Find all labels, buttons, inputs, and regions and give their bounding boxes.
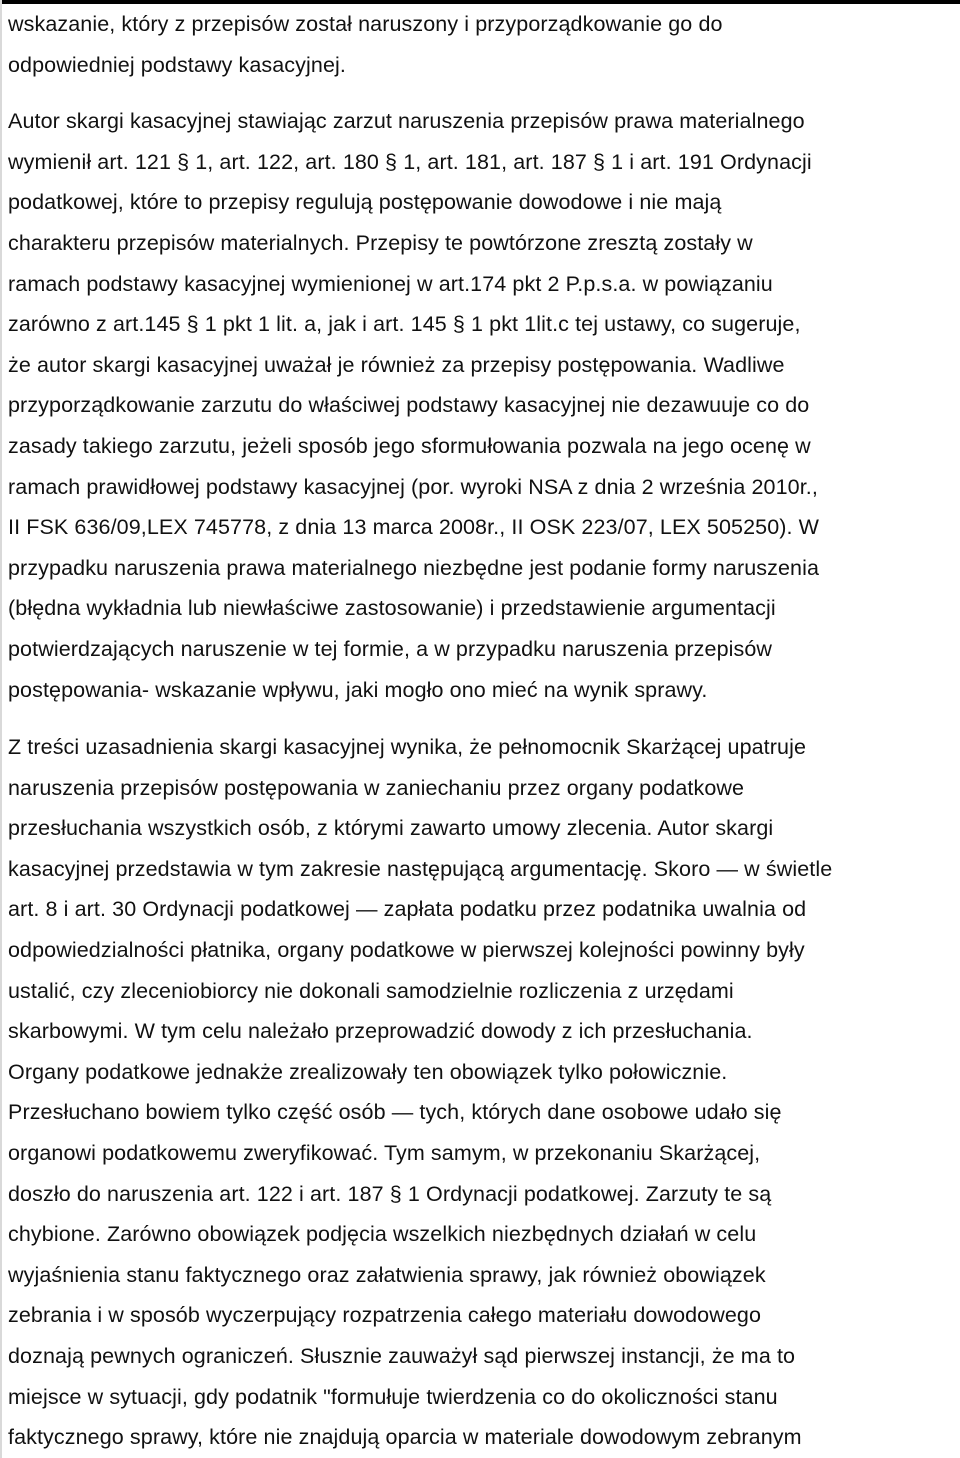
text-line: kasacyjnej przedstawia w tym zakresie następującą argumentację. Skoro — w świetle [8,856,833,881]
text-line: faktycznego sprawy, które nie znajdują oparcia w materiale dowodowym zebranym [8,1425,802,1450]
text-line: II FSK 636/09,LEX 745778, z dnia 13 marca 2008r., II OSK 223/07, LEX 505250). W [8,515,820,540]
text-line: doszło do naruszenia art. 122 i art. 187 § 1 Ordynacji podatkowej. Zarzuty te są [8,1181,772,1206]
text-line: skarbowymi. W tym celu należało przeprowadzić dowody z ich przesłuchania. [8,1019,753,1044]
text-line: Z treści uzasadnienia skargi kasacyjnej wynika, że pełnomocnik Skarżącej upatruje [8,735,807,760]
left-border-rule [0,0,2,1458]
paragraph-3 [8,727,953,1458]
text-line: ramach prawidłowej podstawy kasacyjnej (por. wyroki NSA z dnia 2 września 2010r., [8,474,818,499]
text-line: organowi podatkowemu zweryfikować. Tym samym, w przekonaniu Skarżącej, [8,1141,761,1166]
text-line: ustalić, czy zleceniobiorcy nie dokonali samodzielnie rozliczenia z urzędami [8,978,734,1003]
paragraph-2 [8,101,953,710]
text-line: Autor skargi kasacyjnej stawiając zarzut naruszenia przepisów prawa materialnego [8,109,805,134]
text-line: (błędna wykładnia lub niewłaściwe zastosowanie) i przedstawienie argumentacji [8,596,776,621]
text-line: zarówno z art.145 § 1 pkt 1 lit. a, jak i art. 145 § 1 pkt 1lit.c tej ustawy, co sugeruje, [8,312,801,337]
paragraph-spacer [8,710,953,727]
text-line: miejsce w sytuacji, gdy podatnik "formułuje twierdzenia co do okoliczności stanu [8,1384,778,1409]
text-line: odpowiedzialności płatnika, organy podatkowe w pierwszej kolejności powinny były [8,938,805,963]
text-line: chybione. Zarówno obowiązek podjęcia wszelkich niezbędnych działań w celu [8,1222,757,1247]
text-line: wymienił art. 121 § 1, art. 122, art. 180 § 1, art. 181, art. 187 § 1 i art. 191 Ordynacji [8,149,812,174]
text-line: charakteru przepisów materialnych. Przepisy te powtórzone zresztą zostały w [8,230,753,255]
text-line: przesłuchania wszystkich osób, z którymi zawarto umowy zlecenia. Autor skargi [8,816,774,841]
document-body [8,4,953,1458]
text-line: potwierdzających naruszenie w tej formie, a w przypadku naruszenia przepisów [8,636,773,661]
text-line: Przesłuchano bowiem tylko część osób — tych, których dane osobowe udało się [8,1100,782,1125]
paragraph-spacer [8,85,953,101]
text-line: zasady takiego zarzutu, jeżeli sposób jego sformułowania pozwala na jego ocenę w [8,433,811,458]
text-line: zebrania i w sposób wyczerpujący rozpatrzenia całego materiału dowodowego [8,1303,762,1328]
text-line: postępowania- wskazanie wpływu, jaki mogło ono mieć na wynik sprawy. [8,677,708,702]
text-line: doznają pewnych ograniczeń. Słusznie zauważył sąd pierwszej instancji, że ma to [8,1344,796,1368]
paragraph-1 [8,4,953,85]
text-line: że autor skargi kasacyjnej uważał je również za przepisy postępowania. Wadliwe [8,352,785,377]
text-line: przyporządkowanie zarzutu do właściwej podstawy kasacyjnej nie dezawuuje co do [8,393,810,418]
text-line: wyjaśnienia stanu faktycznego oraz załatwienia sprawy, jak również obowiązek [8,1262,766,1287]
text-line: ramach podstawy kasacyjnej wymienionej w art.174 pkt 2 P.p.s.a. w powiązaniu [8,271,773,296]
text-line: Organy podatkowe jednakże zrealizowały ten obowiązek tylko połowicznie. [8,1059,728,1084]
text-line: przypadku naruszenia prawa materialnego niezbędne jest podanie formy naruszenia [8,555,820,580]
text-line: wskazanie, który z przepisów został naruszony i przyporządkowanie go do [8,12,723,36]
text-line: odpowiedniej podstawy kasacyjnej. [8,52,346,77]
text-line: art. 8 i art. 30 Ordynacji podatkowej — zapłata podatku przez podatnika uwalnia od [8,897,807,922]
text-line: naruszenia przepisów postępowania w zaniechaniu przez organy podatkowe [8,775,745,800]
text-line: podatkowej, które to przepisy regulują postępowanie dowodowe i nie mają [8,190,722,215]
